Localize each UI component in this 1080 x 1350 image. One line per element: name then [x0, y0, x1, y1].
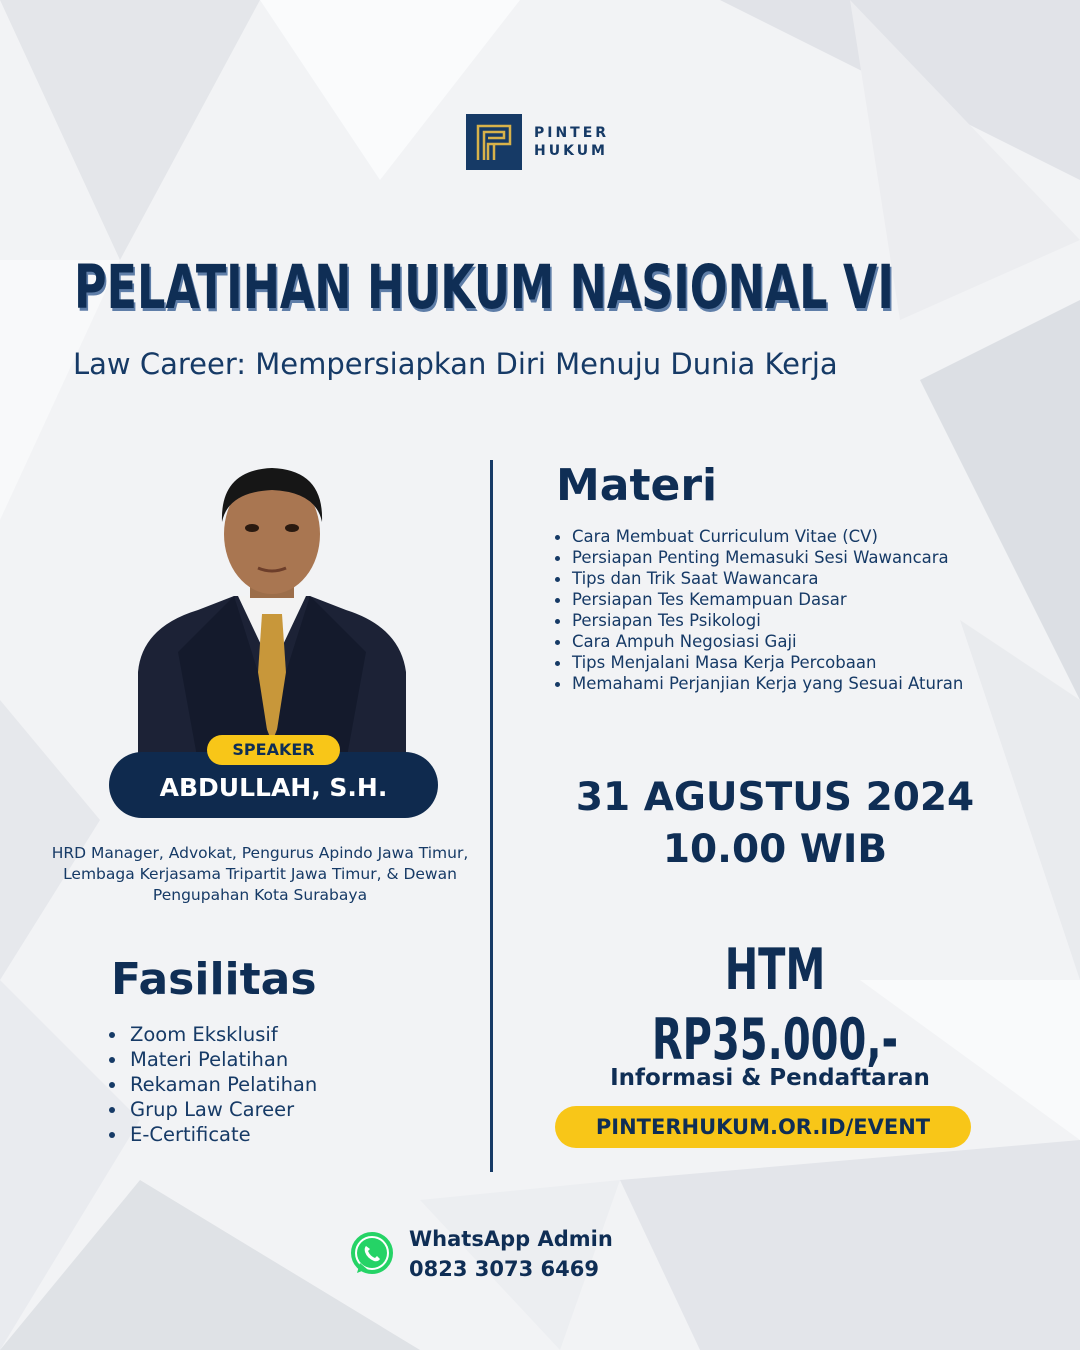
materi-item: Tips dan Trik Saat Wawancara — [553, 568, 963, 589]
logo-wordmark — [534, 124, 609, 160]
whatsapp-label: WhatsApp Admin — [409, 1227, 613, 1251]
fasilitas-item: Grup Law Career — [106, 1097, 317, 1122]
ticket-price — [560, 935, 990, 1075]
event-title: PELATIHAN HUKUM NASIONAL VI — [74, 252, 894, 323]
fasilitas-item: Materi Pelatihan — [106, 1047, 317, 1072]
materi-item: Persiapan Tes Psikologi — [553, 610, 963, 631]
materi-item: Cara Membuat Curriculum Vitae (CV) — [553, 526, 963, 547]
event-date: 31 AGUSTUS 2024 — [575, 775, 975, 820]
fasilitas-heading: Fasilitas — [111, 954, 317, 1005]
registration-label: Informasi & Pendaftaran — [610, 1065, 930, 1091]
materi-item: Persiapan Penting Memasuki Sesi Wawancara — [553, 547, 963, 568]
whatsapp-icon[interactable] — [349, 1231, 395, 1277]
event-datetime — [560, 772, 990, 876]
speaker-name: ABDULLAH, S.H. — [159, 773, 388, 802]
fasilitas-item: Zoom Eksklusif — [106, 1022, 317, 1047]
whatsapp-contact — [409, 1224, 613, 1284]
ticket-price-text: HTM RP35.000,- — [651, 937, 899, 1073]
fasilitas-item: Rekaman Pelatihan — [106, 1072, 317, 1097]
event-time: 10.00 WIB — [662, 827, 888, 872]
logo-line-2: HUKUM — [534, 143, 608, 159]
materi-list — [553, 526, 963, 694]
materi-item: Persiapan Tes Kemampuan Dasar — [553, 589, 963, 610]
fasilitas-item: E-Certificate — [106, 1122, 317, 1147]
whatsapp-phone[interactable]: 0823 3073 6469 — [409, 1257, 599, 1281]
logo-mark-icon — [466, 114, 522, 170]
event-subtitle: Law Career: Mempersiapkan Diri Menuju Dunia Kerja — [73, 347, 838, 381]
pinter-hukum-logo — [466, 114, 609, 170]
speaker-photo — [138, 462, 406, 762]
materi-heading: Materi — [556, 460, 718, 511]
registration-url-link[interactable]: PINTERHUKUM.OR.ID/EVENT — [555, 1106, 971, 1148]
logo-line-1: PINTER — [534, 125, 610, 141]
fasilitas-list — [106, 1022, 317, 1147]
speaker-badge: SPEAKER — [207, 735, 340, 765]
vertical-divider — [490, 460, 493, 1172]
materi-item: Cara Ampuh Negosiasi Gaji — [553, 631, 963, 652]
materi-item: Tips Menjalani Masa Kerja Percobaan — [553, 652, 963, 673]
materi-item: Memahami Perjanjian Kerja yang Sesuai Aturan — [553, 673, 963, 694]
speaker-description: HRD Manager, Advokat, Pengurus Apindo Jawa Timur, Lembaga Kerjasama Tripartit Jawa Timur, & Dewan Pengupahan Kota Surabaya — [51, 844, 469, 904]
